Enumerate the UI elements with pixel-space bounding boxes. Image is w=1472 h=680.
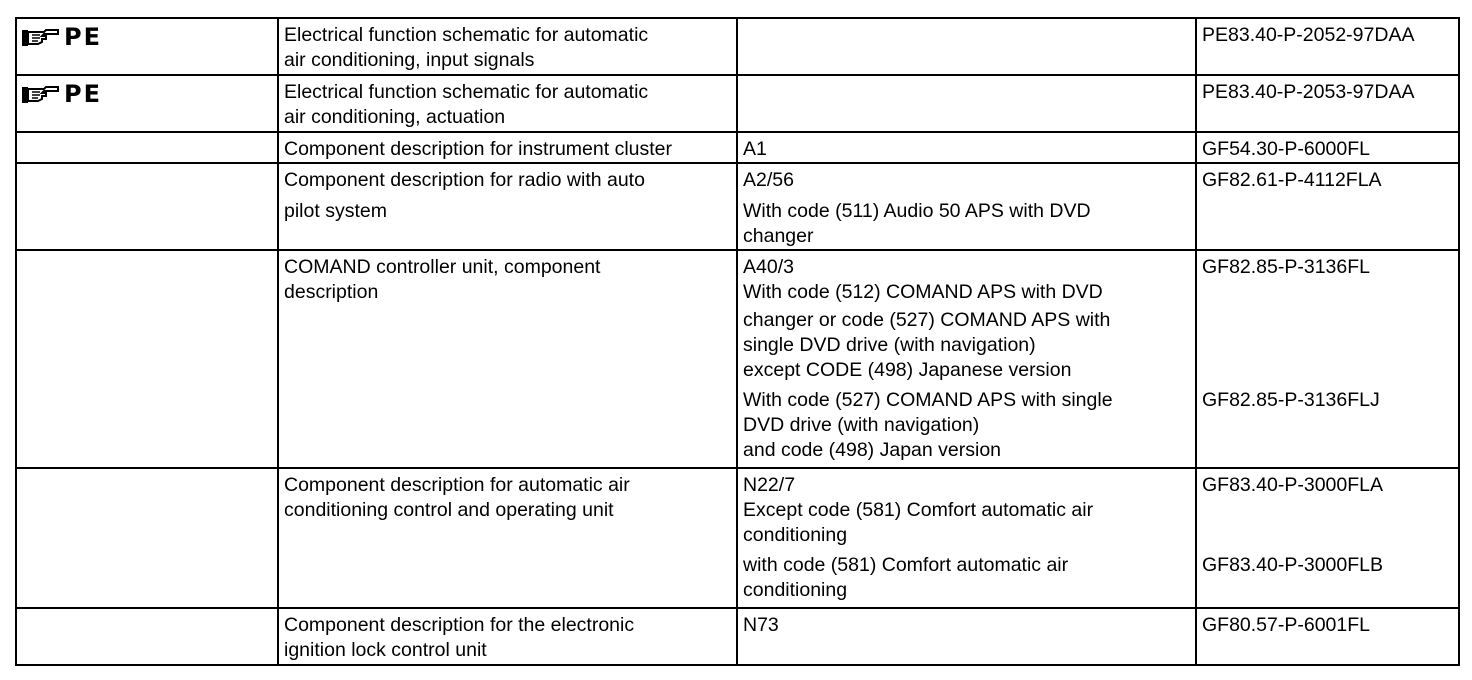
reference-cell: [1196, 468, 1459, 608]
code-cell: [737, 468, 1196, 608]
pe-link-cell[interactable]: [16, 18, 278, 75]
pe-link-cell: [16, 608, 278, 665]
code-line: A1: [743, 138, 767, 160]
reference-cell: [1196, 132, 1459, 163]
code-line: conditioning: [743, 524, 848, 546]
pe-link-cell: [16, 132, 278, 163]
table-row: [16, 163, 1459, 250]
code-line: changer or code (527) COMAND APS with: [743, 309, 1111, 331]
description-line: Electrical function schematic for automatic: [284, 24, 649, 46]
table-row: [16, 608, 1459, 665]
table-row: [16, 75, 1459, 132]
description-line: conditioning control and operating unit: [284, 499, 614, 521]
code-line: With code (512) COMAND APS with DVD: [743, 281, 1103, 303]
description-line: description: [284, 281, 379, 303]
code-cell: [737, 250, 1196, 468]
reference-link[interactable]: PE83.40-P-2053-97DAA: [1202, 81, 1415, 103]
description-cell: [278, 132, 737, 163]
description-line: Component description for radio with auto: [284, 169, 645, 191]
description-cell: [278, 18, 737, 75]
reference-link[interactable]: GF82.61-P-4112FLA: [1202, 169, 1382, 191]
code-line: With code (527) COMAND APS with single: [743, 389, 1113, 411]
pe-label: PE: [64, 80, 102, 108]
code-cell: [737, 18, 1196, 75]
description-cell: [278, 468, 737, 608]
pe-link-cell[interactable]: [16, 75, 278, 132]
reference-table: [15, 17, 1460, 666]
reference-cell: [1196, 75, 1459, 132]
reference-link[interactable]: GF82.85-P-3136FL: [1202, 256, 1371, 278]
code-cell: [737, 75, 1196, 132]
reference-link[interactable]: GF83.40-P-3000FLA: [1202, 474, 1384, 496]
description-cell: [278, 250, 737, 468]
code-line: except CODE (498) Japanese version: [743, 359, 1072, 381]
reference-cell: [1196, 250, 1459, 468]
table-row: [16, 18, 1459, 75]
pe-link-cell: [16, 468, 278, 608]
pe-label: PE: [64, 23, 102, 51]
code-line: and code (498) Japan version: [743, 439, 1002, 461]
description-cell: [278, 163, 737, 250]
pe-link-cell: [16, 163, 278, 250]
pointing-hand-icon: [20, 26, 60, 48]
description-line: air conditioning, actuation: [284, 106, 506, 128]
description-line: Electrical function schematic for automatic: [284, 81, 649, 103]
pe-link[interactable]: [20, 80, 102, 108]
code-line: DVD drive (with navigation): [743, 414, 980, 436]
code-block: [743, 388, 1190, 463]
code-line: single DVD drive (with navigation): [743, 334, 1036, 356]
code-cell: [737, 608, 1196, 665]
table-row: [16, 132, 1459, 163]
description-line: Component description for the electronic: [284, 614, 635, 636]
reference-link[interactable]: PE83.40-P-2052-97DAA: [1202, 24, 1415, 46]
code-line: conditioning: [743, 579, 848, 601]
code-line: N22/7: [743, 474, 796, 496]
reference-cell: [1196, 18, 1459, 75]
reference-link[interactable]: GF54.30-P-6000FL: [1202, 138, 1371, 160]
description-line: COMAND controller unit, component: [284, 256, 601, 278]
description-cell: [278, 75, 737, 132]
code-line: Except code (581) Comfort automatic air: [743, 499, 1094, 521]
description-line: Component description for instrument cluster: [284, 138, 673, 160]
code-line: N73: [743, 614, 779, 636]
code-line: changer: [743, 225, 814, 247]
code-line: A2/56: [743, 169, 794, 191]
code-line: With code (511) Audio 50 APS with DVD: [743, 200, 1091, 222]
reference-link[interactable]: GF82.85-P-3136FLJ: [1202, 389, 1380, 411]
table-row: [16, 250, 1459, 468]
code-block: [743, 553, 1190, 603]
description-cell: [278, 608, 737, 665]
code-line: with code (581) Comfort automatic air: [743, 554, 1069, 576]
reference-link[interactable]: GF80.57-P-6001FL: [1202, 614, 1371, 636]
code-block: [743, 255, 1190, 383]
code-block: [743, 473, 1190, 548]
description-line: ignition lock control unit: [284, 639, 487, 661]
code-cell: [737, 163, 1196, 250]
table-row: [16, 468, 1459, 608]
pe-link-cell: [16, 250, 278, 468]
pointing-hand-icon: [20, 83, 60, 105]
reference-link[interactable]: GF83.40-P-3000FLB: [1202, 554, 1384, 576]
code-cell: [737, 132, 1196, 163]
description-line: air conditioning, input signals: [284, 49, 535, 71]
description-line: Component description for automatic air: [284, 474, 630, 496]
code-line: A40/3: [743, 256, 794, 278]
description-line: pilot system: [284, 200, 387, 222]
pe-link[interactable]: [20, 23, 102, 51]
reference-cell: [1196, 608, 1459, 665]
reference-cell: [1196, 163, 1459, 250]
